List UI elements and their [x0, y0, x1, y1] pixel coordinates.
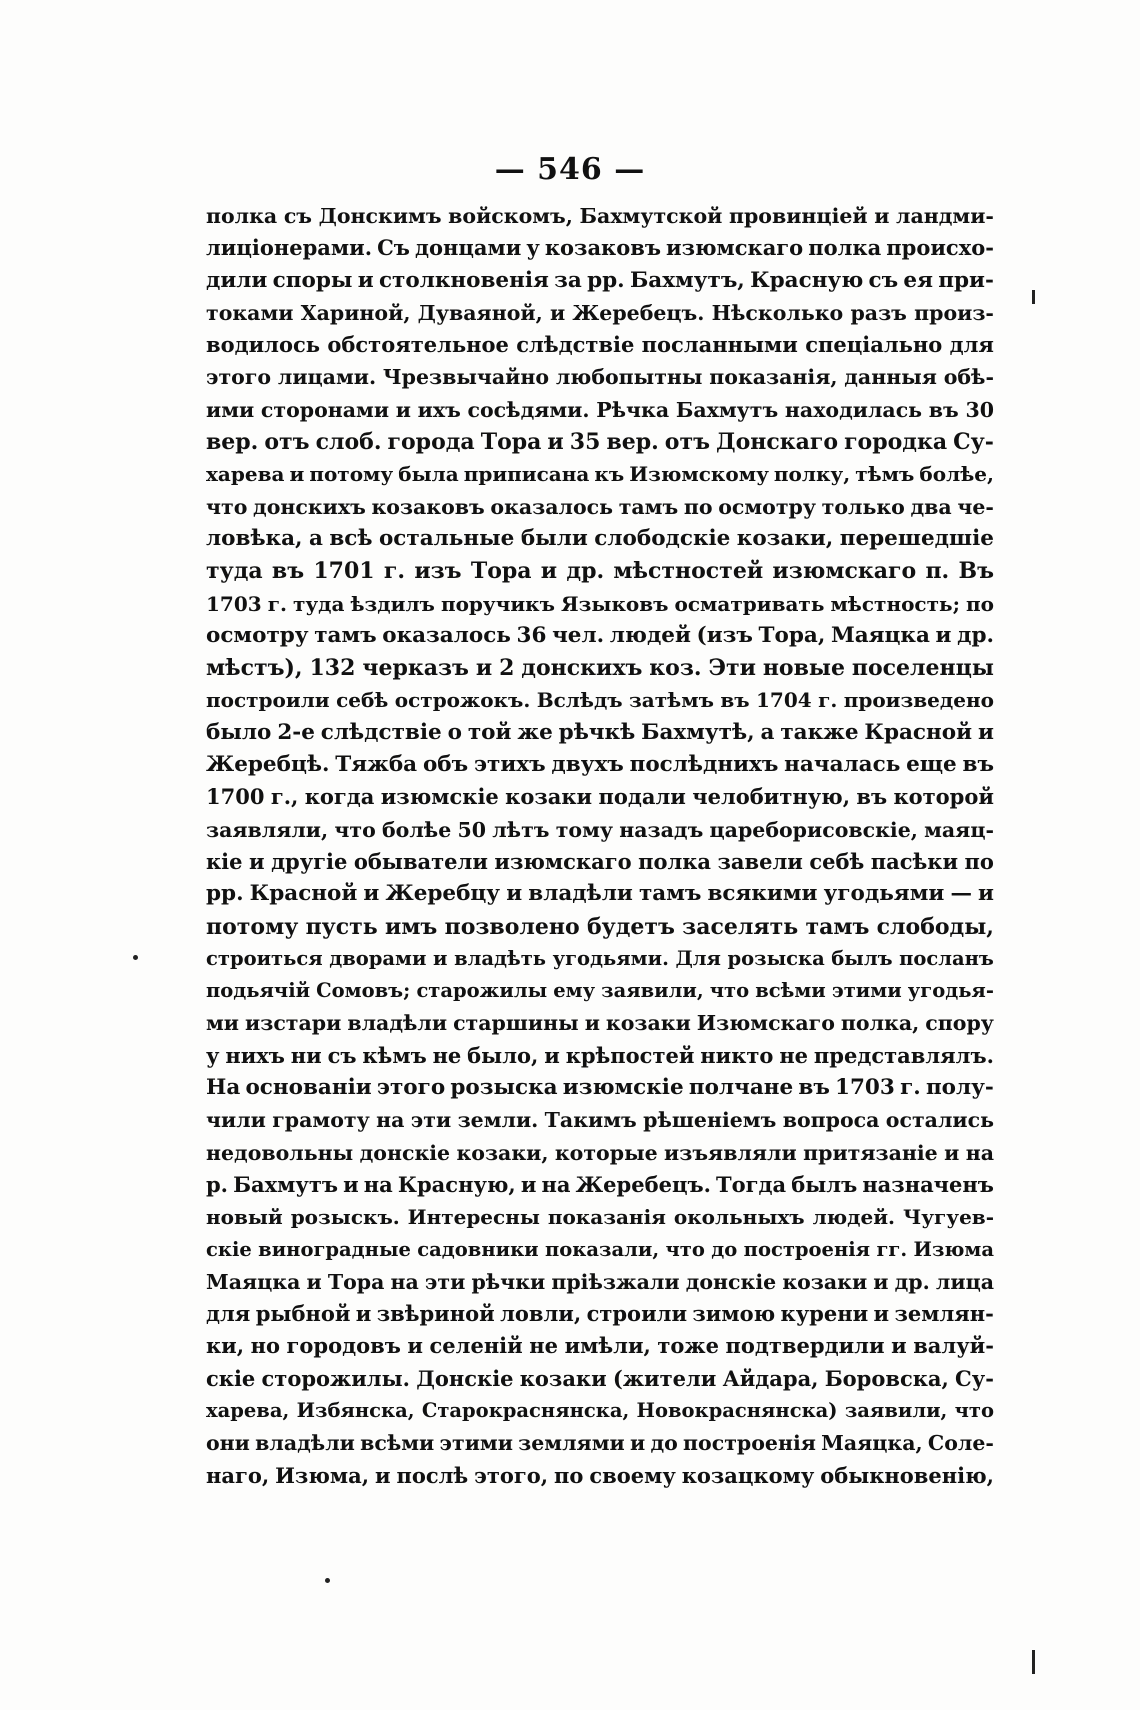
- text-line: р. Бахмутъ и на Красную, и на Жеребецъ. Тогда былъ назначенъ: [206, 1171, 994, 1197]
- text-line: туда въ 1701 г. изъ Тора и др. мѣстностей изюмскаго п. Въ: [206, 558, 994, 585]
- scan-margin-mark: [1032, 1650, 1035, 1674]
- text-line: подьячій Сомовъ; старожилы ему заявили, что всѣми этими угодья-: [206, 979, 994, 1003]
- text-line: лиціонерами. Съ донцами у козаковъ изюмскаго полка происхо-: [206, 235, 994, 261]
- text-line: этого лицами. Чрезвычайно любопытны показанія, данныя обѣ-: [206, 365, 994, 390]
- text-line: осмотру тамъ оказалось 36 чел. людей (изъ Тора, Маяцка и др.: [206, 622, 994, 648]
- text-line: построили себѣ острожокъ. Вслѣдъ затѣмъ въ 1704 г. произведено: [206, 688, 994, 713]
- text-line: у нихъ ни съ кѣмъ не было, и крѣпостей никто не представлялъ.: [206, 1042, 994, 1068]
- text-line: вер. отъ слоб. города Тора и 35 вер. отъ Донскаго городка Су-: [206, 429, 994, 456]
- text-line: скіе виноградные садовники показали, что до построенія гг. Изюма: [206, 1237, 994, 1261]
- text-line: полка съ Донскимъ войскомъ, Бахмутской провинціей и ландми-: [206, 204, 994, 228]
- text-line: 1703 г. туда ѣздилъ поручикъ Языковъ осматривать мѣстность; по: [206, 591, 994, 616]
- text-line: новый розыскъ. Интересны показанія окольныхъ людей. Чугуев-: [206, 1205, 994, 1230]
- text-line: Маяцка и Тора на эти рѣчки пріѣзжали донскіе козаки и др. лица: [206, 1269, 994, 1294]
- body-text: [206, 200, 994, 1492]
- text-line: мѣстъ), 132 черказъ и 2 донскихъ коз. Эти новые поселенцы: [206, 655, 994, 682]
- text-line: строиться дворами и владѣть угодьями. Для розыска былъ посланъ: [206, 946, 994, 970]
- text-line: Жеребцѣ. Тяжба объ этихъ двухъ послѣднихъ началась еще въ: [206, 752, 994, 778]
- text-line: дили споры и столкновенія за рр. Бахмутъ, Красную съ ея при-: [206, 267, 994, 293]
- scan-speck: [325, 1578, 330, 1583]
- text-line: недовольны донскіе козаки, которые изъявляли притязаніе и на: [206, 1140, 994, 1165]
- text-line: было 2-е слѣдствіе о той же рѣчкѣ Бахмутѣ, а также Красной и: [206, 719, 994, 745]
- text-line: кіе и другіе обыватели изюмскаго полка завели себѣ пасѣки по: [206, 848, 994, 874]
- text-line: водилось обстоятельное слѣдствіе посланными спеціально для: [206, 332, 994, 358]
- text-line: 1700 г., когда изюмскіе козаки подали челобитную, въ которой: [206, 784, 994, 810]
- scan-margin-mark: [1032, 290, 1035, 304]
- text-line: чили грамоту на эти земли. Такимъ рѣшеніемъ вопроса остались: [206, 1108, 994, 1133]
- text-line: харева и потому была приписана къ Изюмскому полку, тѣмъ болѣе,: [206, 462, 994, 487]
- text-line: рр. Красной и Жеребцу и владѣли тамъ всякими угодьями — и: [206, 881, 994, 907]
- text-line: харева, Избянска, Старокраснянска, Новокраснянска) заявили, что: [206, 1398, 994, 1422]
- text-line: скіе сторожилы. Донскіе козаки (жители Айдара, Боровска, Су-: [206, 1365, 994, 1391]
- text-line: На основаніи этого розыска изюмскіе полчане въ 1703 г. полу-: [206, 1075, 994, 1101]
- text-line: ловѣка, а всѣ остальные были слободскіе козаки, перешедшіе: [206, 525, 994, 551]
- text-line: что донскихъ козаковъ оказалось тамъ по осмотру только два че-: [206, 494, 994, 519]
- text-line: наго, Изюма, и послѣ этого, по своему козацкому обыкновенію,: [206, 1462, 994, 1488]
- text-line: заявляли, что болѣе 50 лѣтъ тому назадъ цареборисовскіе, маяц-: [206, 817, 994, 842]
- text-line: ки, но городовъ и селеній не имѣли, тоже подтвердили и валуй-: [206, 1333, 994, 1359]
- text-line: для рыбной и звѣриной ловли, строили зимою курени и землян-: [206, 1301, 994, 1327]
- scan-speck: [133, 955, 138, 960]
- text-line: ми изстари владѣли старшины и козаки Изюмскаго полка, спору: [206, 1011, 994, 1036]
- page-number: — 546 —: [494, 152, 646, 187]
- text-line: потому пусть имъ позволено будетъ заселять тамъ слободы,: [206, 913, 994, 940]
- text-line: они владѣли всѣми этими землями и до построенія Маяцка, Соле-: [206, 1431, 994, 1456]
- text-line: токами Хариной, Дуваяной, и Жеребецъ. Нѣсколько разъ произ-: [206, 300, 994, 325]
- text-line: ими сторонами и ихъ сосѣдями. Рѣчка Бахмутъ находилась въ 30: [206, 397, 994, 422]
